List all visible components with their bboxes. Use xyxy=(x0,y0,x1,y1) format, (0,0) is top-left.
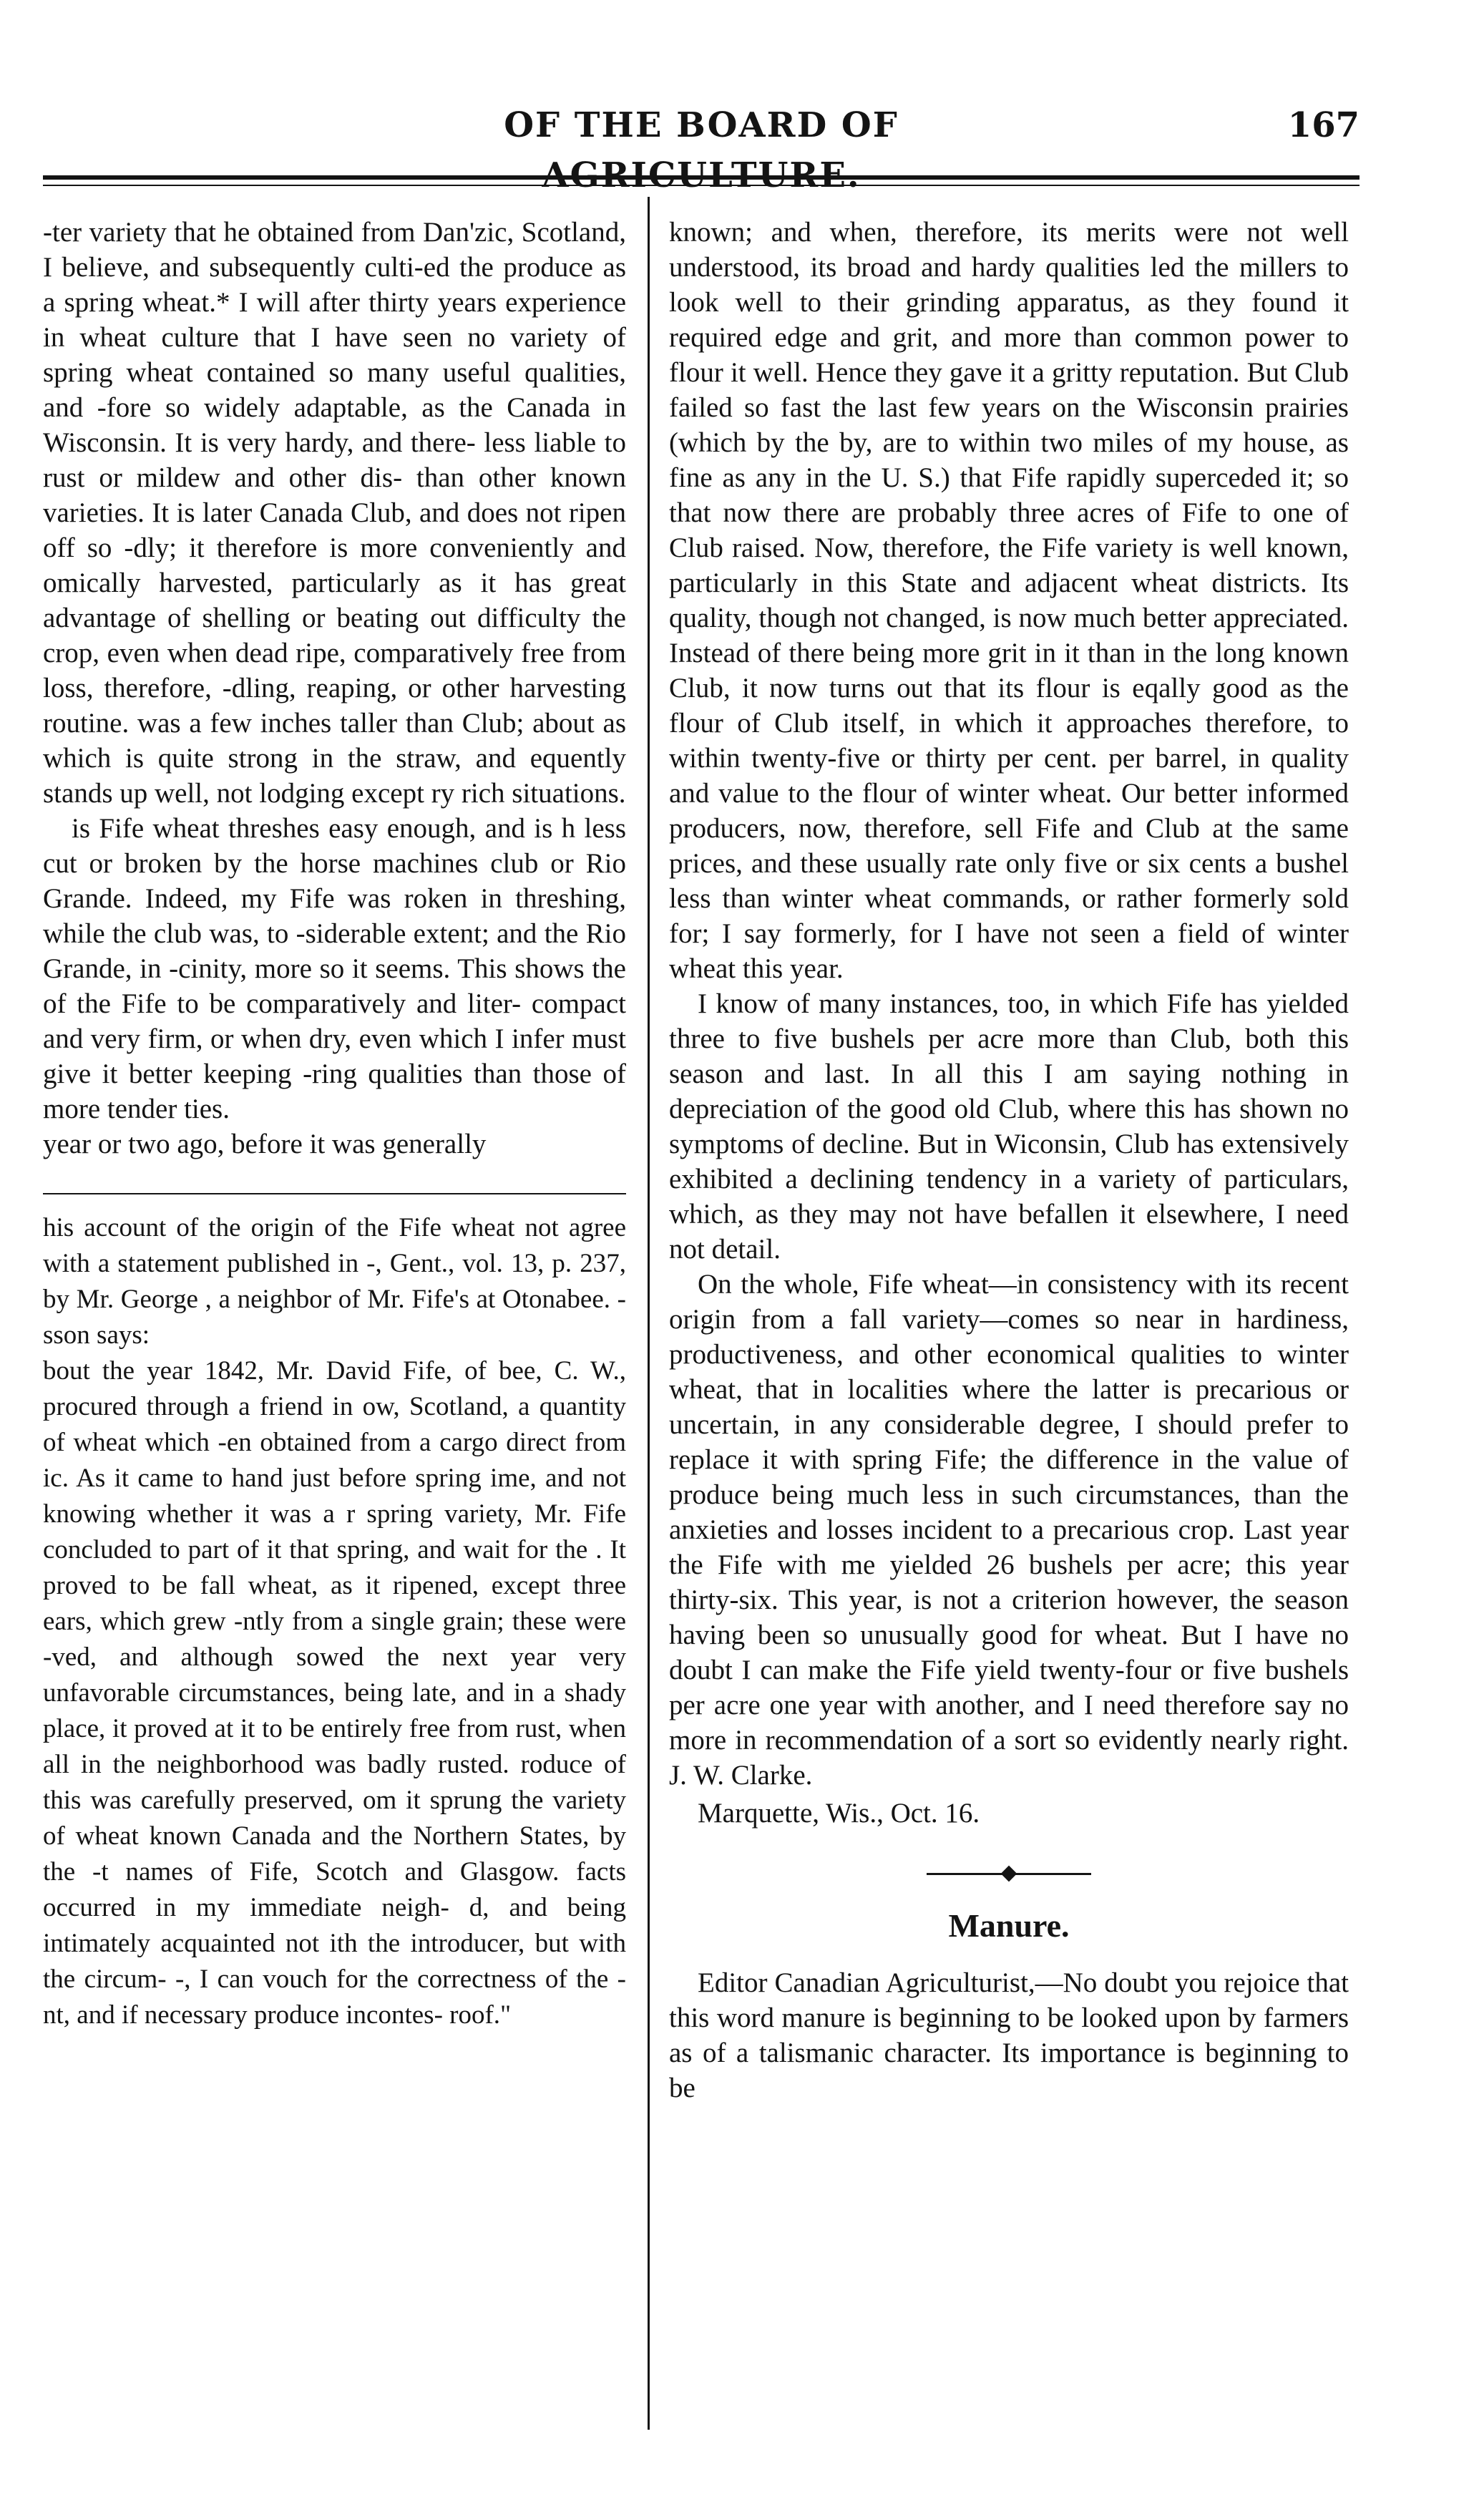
footnote-rule xyxy=(43,1193,626,1194)
footnote-paragraph-2: bout the year 1842, Mr. David Fife, of bee, C. W., procured through a friend in ow, Scotland, a quantity of wheat which -en obtained from a cargo direct from ic. As it came to hand just before spring ime, and not knowing whether it was a r spring variety, Mr. Fife concluded to part of it that spring, and wait for the . It proved to be fall wheat, as it ripened, except three ears, which grew -ntly from a single grain; these were -ved, and although sowed the next year very unfavorable circumstances, being late, and in a shady place, it proved at it to be entirely free from rust, when all in the neighborhood was badly rusted. roduce of this was carefully preserved, om it sprung the variety of wheat known Canada and the Northern States, by the -t names of Fife, Scotch and Glasgow. facts occurred in my immediate neigh- d, and being intimately acquainted not ith the introducer, but with the circum- -, I can vouch for the correctness of the -nt, and if necessary produce incontes- roof." xyxy=(43,1356,626,2030)
right-paragraph-3: On the whole, Fife wheat—in consistency with its recent origin from a fall variety—comes so near in hardiness, productiveness, and other economical qualities to winter wheat, that in localities where the latter is precarious or uncertain, in any considerable degree, I should prefer to replace it with spring Fife; the difference in the value of produce being much less in such circumstances, than the anxieties and losses incident to a precarious crop. Last year the Fife with me yielded 26 bushels per acre; this year thirty-six. This year, is not a criterion however, the season having been so unusually good for wheat. But I have no doubt I can make the Fife yield twenty-four or five bushels per acre one year with another, and I need therefore say no more in recommendation of a sort so evidently nearly right. J. W. Clarke. xyxy=(669,1269,1349,1791)
footnote-paragraph-1: his account of the origin of the Fife wheat not agree with a statement published in -, Gent., vol. 13, p. 237, by Mr. George , a neighbor of Mr. Fife's at Otonabee. -sson says: xyxy=(43,1213,626,1350)
page-header xyxy=(43,100,1359,195)
page-number: 167 xyxy=(1287,105,1359,145)
left-paragraph-1: -ter variety that he obtained from Dan'zic, Scotland, I believe, and subsequently culti-ed the produce as a spring wheat.* I will after thirty years experience in wheat culture that I have seen no variety of spring wheat contained so many useful qualities, and -fore so widely adaptable, as the Canada in Wisconsin. It is very hardy, and there- less liable to rust or mildew and other dis- than other known varieties. It is later Canada Club, and does not ripen off so -dly; it therefore is more conveniently and omically harvested, particularly as it has great advantage of shelling or beating out difficulty the crop, even when dead ripe, comparatively free from loss, therefore, -dling, reaping, or other harvesting routine. was a few inches taller than Club; about as which is quite strong in the straw, and equently stands up well, not lodging except ry rich situations. xyxy=(43,217,626,809)
left-paragraph-2: is Fife wheat threshes easy enough, and is h less cut or broken by the horse machines club or Rio Grande. Indeed, my Fife was roken in threshing, while the club was, to -siderable extent; and the Rio Grande, in -cinity, more so it seems. This shows the of the Fife to be comparatively and liter- compact and very firm, or when dry, even which I infer must give it better keeping -ring qualities than those of more tender ties. xyxy=(43,813,626,1124)
column-divider xyxy=(648,197,650,2430)
header-rule-thin xyxy=(43,185,1359,186)
left-paragraph-3: year or two ago, before it was generally xyxy=(43,1129,487,1159)
section-paragraph-1: Editor Canadian Agriculturist,—No doubt you rejoice that this word manure is beginning to be looked upon by farmers as of a talismanic character. Its importance is beginning to be xyxy=(669,1967,1349,2103)
right-paragraph-1: known; and when, therefore, its merits were not well understood, its broad and hardy qualities led the millers to look well to their grinding apparatus, as they found it required edge and grit, and more than common power to flour it well. Hence they gave it a gritty reputation. But Club failed so fast the last few years on the Wisconsin prairies (which by the by, are to within two miles of my house, as fine as any in the U. S.) that Fife rapidly superceded it; so that now there are probably three acres of Fife to one of Club raised. Now, therefore, the Fife variety is well known, particularly in this State and adjacent wheat districts. Its quality, though not changed, is now much better appreciated. Instead of there being more grit in it than in the long known Club, it now turns out that its flour is eqally good as the flour of Club itself, in which it approaches therefore, to within twenty-five or thirty per cent. per barrel, in quality and value to the flour of winter wheat. Our better informed producers, now, therefore, sell Fife and Club at the same prices, and these usually rate only five or six cents a bushel less than winter wheat commands, or rather formerly sold for; I say formerly, for I have not seen a field of winter wheat this year. xyxy=(669,217,1349,984)
section-ornament xyxy=(927,1865,1091,1882)
header-rule-thick xyxy=(43,175,1359,180)
ornament-diamond xyxy=(1001,1866,1017,1882)
running-title: OF THE BOARD OF AGRICULTURE. xyxy=(504,105,899,195)
right-column xyxy=(669,215,1349,2106)
dateline: Marquette, Wis., Oct. 16. xyxy=(698,1798,980,1829)
footnote xyxy=(43,1210,626,2033)
section-title: Manure. xyxy=(948,1907,1070,1944)
right-paragraph-2: I know of many instances, too, in which Fife has yielded three to five bushels per acre more than Club, both this season and last. In all this I am saying nothing in depreciation of the good old Club, where this has shown no symptoms of decline. But in Wiconsin, Club has extensively exhibited a declining tendency in a variety of particulars, which, as they may not have befallen it elsewhere, I need not detail. xyxy=(669,988,1349,1265)
left-column xyxy=(43,215,626,2033)
